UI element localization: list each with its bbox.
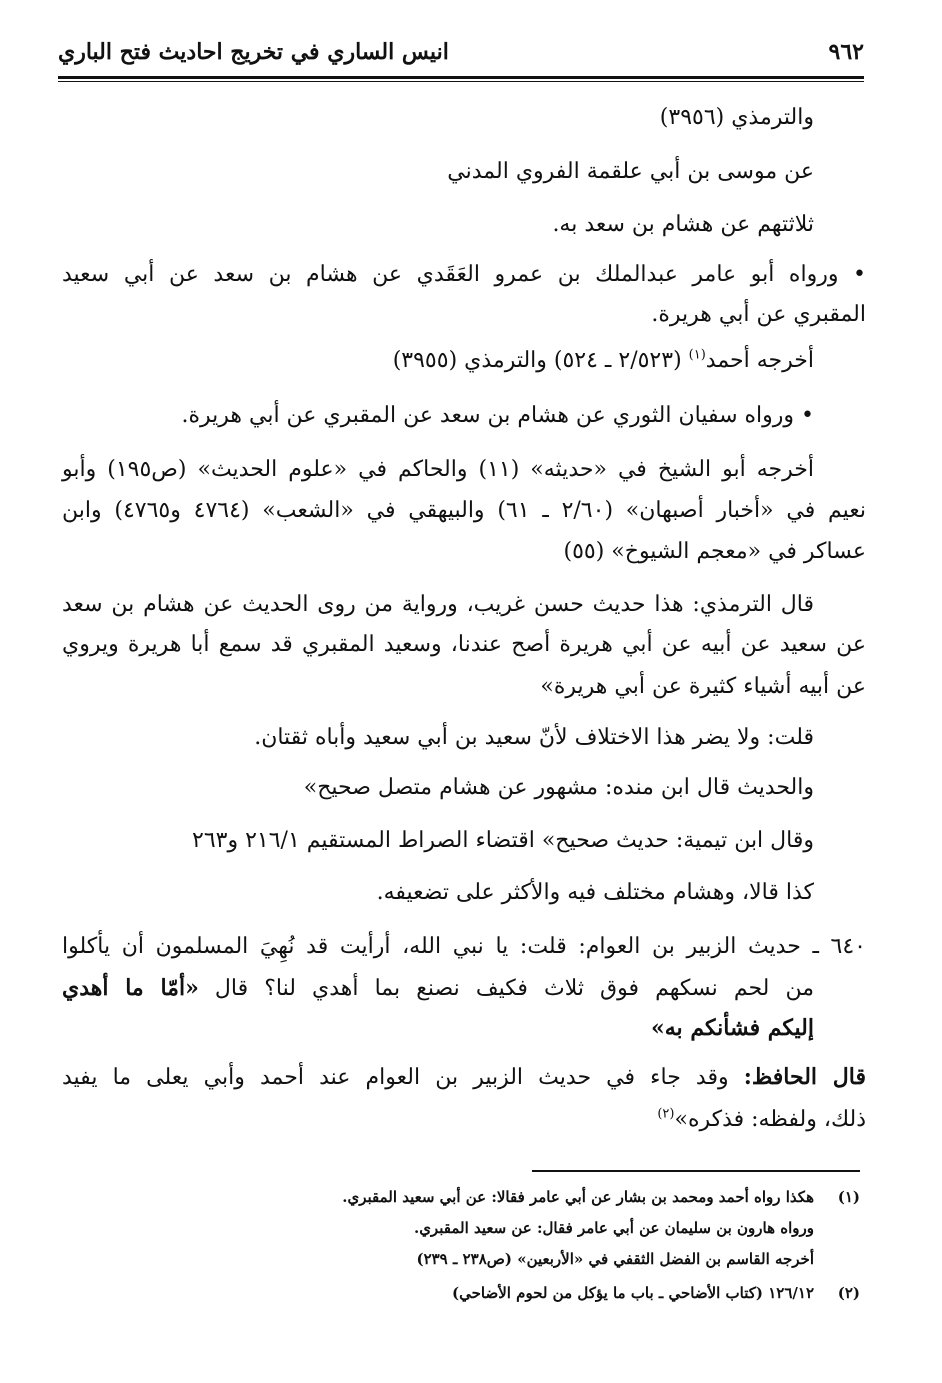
footnote-ref: (١) <box>688 347 706 363</box>
body-line: قال الحافظ: وقد جاء في حديث الزبير بن العوام عند أحمد وأبي يعلى ما يفيد <box>62 1064 867 1090</box>
footnote-ref: (٢) <box>657 1106 675 1122</box>
body-line: ثلاثتهم عن هشام بن سعد به. <box>552 212 814 237</box>
footnote-line: أخرجه القاسم بن الفضل الثقفي في «الأربعين» (ص٢٣٨ ـ ٢٣٩) <box>416 1250 814 1268</box>
body-line: عن أبيه أشياء كثيرة عن أبي هريرة» <box>540 674 866 699</box>
body-line: المقبري عن أبي هريرة. <box>651 302 866 327</box>
body-line: عن موسى بن أبي علقمة الفروي المدني <box>447 159 814 184</box>
body-line: عساكر في «معجم الشيوخ» (٥٥) <box>563 539 866 564</box>
hadith-line: من لحم نسكهم فوق ثلاث فكيف نصنع بما أهدي لنا؟ قال «أمّا ما أهدي <box>62 975 814 1001</box>
hadith-line: ٦٤٠ ـ حديث الزبير بن العوام: قلت: يا نبي الله، أرأيت قد نُهِيَ المسلمون أن يأكلوا <box>62 934 866 959</box>
body-line: • ورواه سفيان الثوري عن هشام بن سعد عن المقبري عن أبي هريرة. <box>181 403 814 428</box>
footnote-line: هكذا رواه أحمد ومحمد بن بشار عن أبي عامر فقالا: عن أبي سعيد المقبري. <box>342 1188 814 1206</box>
footnote-number: (١) <box>837 1188 860 1206</box>
body-line: أخرجه أبو الشيخ في «حديثه» (١١) والحاكم في «علوم الحديث» (ص١٩٥) وأبو <box>62 457 814 482</box>
body-line: • ورواه أبو عامر عبدالملك بن عمرو العَقَدي عن هشام بن سعد عن أبي سعيد <box>62 262 866 287</box>
page-header <box>58 32 864 72</box>
hadith-line: إليكم فشأنكم به» <box>651 1015 814 1041</box>
body-line: قال الترمذي: هذا حديث حسن غريب، ورواية من روى الحديث عن هشام بن سعد <box>62 592 814 617</box>
body-line: قلت: ولا يضر هذا الاختلاف لأنّ سعيد بن أبي سعيد وأباه ثقتان. <box>254 725 814 750</box>
body-line: أخرجه أحمد$^{(١)}$ (٢/٥٢٣ ـ ٥٢٤) والترمذي (٣٩٥٥) <box>392 347 814 373</box>
footnote-rule <box>532 1170 860 1172</box>
body-line: والترمذي (٣٩٥٦) <box>659 105 814 130</box>
body-line: عن سعيد عن أبيه عن أبي هريرة أصح عندنا، وسعيد المقبري قد سمع أبا هريرة ويروي <box>62 632 866 657</box>
body-line: ذلك، ولفظه: فذكره»$^{(٢)}$ <box>657 1106 866 1132</box>
book-title: انيس الساري في تخريج احاديث فتح الباري <box>58 39 449 65</box>
body-line: كذا قالا، وهشام مختلف فيه والأكثر على تضعيفه. <box>376 880 814 905</box>
body-line: وقال ابن تيمية: حديث صحيح» اقتضاء الصراط المستقيم ٢١٦/١ و٢٦٣ <box>192 828 814 853</box>
footnote-line: ورواه هارون بن سليمان عن أبي عامر فقال: عن سعيد المقبري. <box>413 1219 814 1237</box>
header-rule <box>58 76 864 82</box>
footnote-number: (٢) <box>837 1284 860 1302</box>
body-line: نعيم في «أخبار أصبهان» (٢/٦٠ ـ ٦١) والبيهقي في «الشعب» (٤٧٦٤ و٤٧٦٥) وابن <box>62 498 867 523</box>
page-number: ٩٦٢ <box>828 39 864 65</box>
footnote-line: ١٢٦/١٢ (كتاب الأضاحي ـ باب ما يؤكل من لحوم الأضاحي) <box>452 1284 814 1302</box>
body-line: والحديث قال ابن منده: مشهور عن هشام متصل صحيح» <box>303 775 814 800</box>
